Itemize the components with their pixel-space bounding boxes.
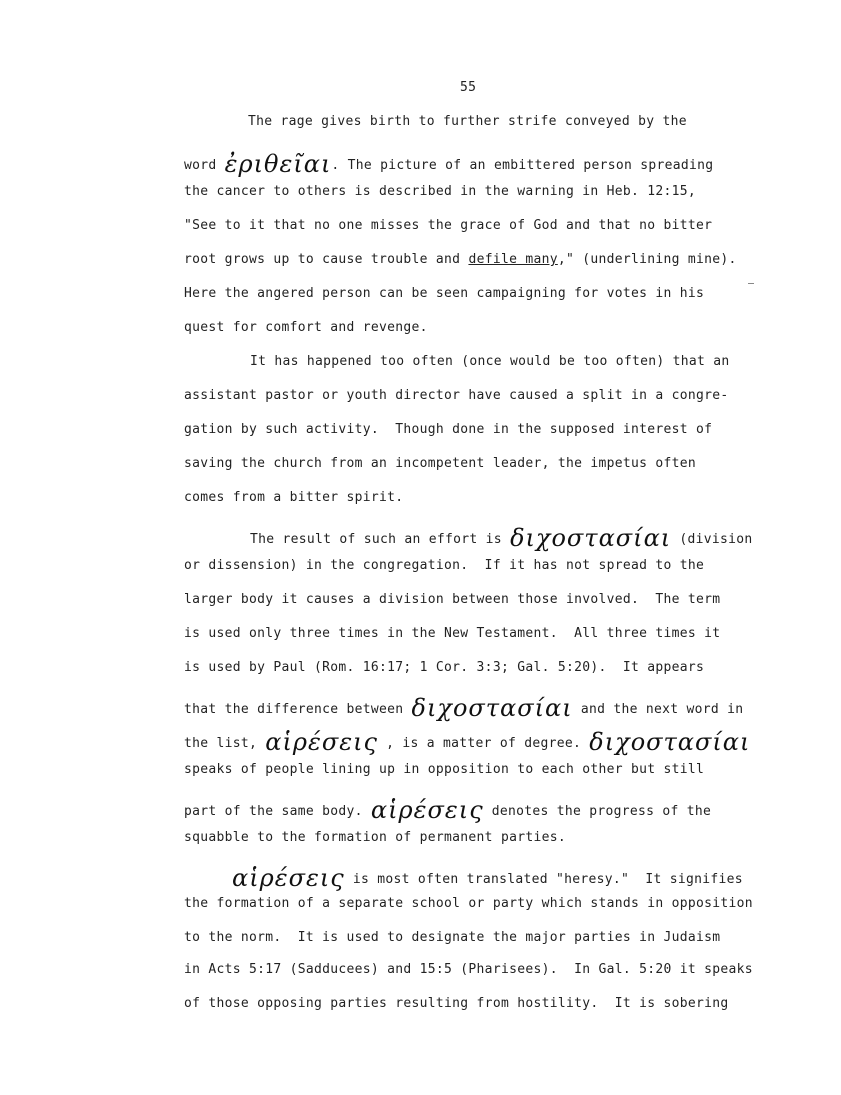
text-segment: . The picture of an embittered person spreading: [331, 158, 714, 173]
text-line: [184, 218, 712, 233]
text-segment: and the next word in: [572, 702, 744, 717]
text-line: [248, 114, 687, 129]
text-segment: to the norm. It is used to designate the major parties in Judaism: [184, 930, 721, 945]
text-line: [184, 896, 753, 911]
greek-word: διχοστασίαι: [510, 524, 672, 552]
text-segment: in Acts 5:17 (Sadducees) and 15:5 (Pharisees). In Gal. 5:20 it speaks: [184, 962, 753, 977]
text-line: [184, 558, 704, 573]
text-segment: saving the church from an incompetent leader, the impetus often: [184, 456, 696, 471]
text-segment: comes from a bitter spirit.: [184, 490, 404, 505]
text-line: [184, 592, 720, 607]
text-segment: the cancer to others is described in the warning in Heb. 12:15,: [184, 184, 696, 199]
text-segment: It has happened too often (once would be too often) that an: [250, 354, 730, 369]
text-segment: denotes the progress of the: [483, 804, 712, 819]
greek-word: ἐριθεῖαι: [224, 150, 332, 178]
text-line: [184, 962, 753, 977]
text-line: [184, 252, 737, 267]
text-line: [184, 796, 711, 824]
text-line: [184, 490, 403, 505]
text-segment: ," (underlining mine).: [557, 252, 737, 267]
text-line: [250, 354, 729, 369]
text-segment: is most often translated "heresy." It signifies: [344, 872, 743, 887]
text-segment: or dissension) in the congregation. If it has not spread to the: [184, 558, 705, 573]
text-line: [184, 694, 743, 722]
text-segment: that the difference between: [184, 702, 412, 717]
text-line: [184, 388, 729, 403]
text-line: [184, 930, 720, 945]
text-line: [184, 320, 428, 335]
text-line: [184, 830, 566, 845]
text-segment: "See to it that no one misses the grace of God and that no bitter: [184, 218, 713, 233]
text-segment: squabble to the formation of permanent parties.: [184, 830, 566, 845]
text-segment: the formation of a separate school or party which stands in opposition: [184, 896, 753, 911]
text-line: [184, 728, 750, 756]
page-number: 55: [460, 80, 477, 95]
text-segment: Here the angered person can be seen campaigning for votes in his: [184, 286, 705, 301]
text-segment: , is a matter of degree.: [378, 736, 590, 751]
greek-word: διχοστασίαι: [411, 694, 573, 722]
text-line: [184, 456, 696, 471]
text-line: [184, 150, 713, 178]
text-line: [184, 996, 729, 1011]
greek-word: αἱρέσεις: [265, 728, 378, 756]
text-segment: (division: [671, 532, 753, 547]
text-segment: gation by such activity. Though done in the supposed interest of: [184, 422, 713, 437]
text-segment: larger body it causes a division between those involved. The term: [184, 592, 721, 607]
text-line: [250, 524, 752, 552]
text-segment: The result of such an effort is: [250, 532, 511, 547]
text-segment: part of the same body.: [184, 804, 371, 819]
text-line: [184, 184, 696, 199]
text-segment: root grows up to cause trouble and: [184, 252, 469, 267]
margin-mark: [748, 283, 754, 284]
text-segment: is used by Paul (Rom. 16:17; 1 Cor. 3:3; Gal. 5:20). It appears: [184, 660, 705, 675]
text-segment: The rage gives birth to further strife conveyed by the: [248, 114, 687, 129]
greek-word: αἱρέσεις: [370, 796, 484, 824]
text-segment: the list,: [184, 736, 266, 751]
greek-word: διχοστασίαι: [589, 728, 751, 756]
text-segment: of those opposing parties resulting from hostility. It is sobering: [184, 996, 729, 1011]
text-line: [184, 422, 712, 437]
text-line: [184, 286, 704, 301]
text-segment: quest for comfort and revenge.: [184, 320, 428, 335]
text-line: [184, 626, 720, 641]
text-line: [184, 660, 704, 675]
text-segment: speaks of people lining up in opposition to each other but still: [184, 762, 705, 777]
greek-word: αἱρέσεις: [232, 864, 345, 892]
text-line: [232, 864, 743, 892]
underlined-text: defile many: [468, 252, 558, 267]
text-segment: is used only three times in the New Testament. All three times it: [184, 626, 721, 641]
text-segment: assistant pastor or youth director have caused a split in a congre-: [184, 388, 729, 403]
text-segment: word: [184, 158, 225, 173]
text-line: [184, 762, 704, 777]
